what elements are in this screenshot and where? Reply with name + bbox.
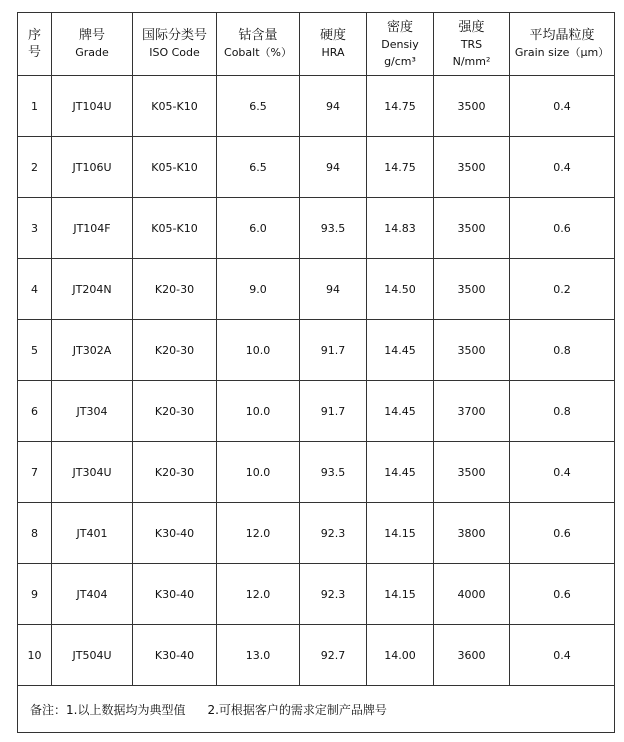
cell-strength: 3500 <box>434 320 510 381</box>
header-grain-size-zh: 平均晶粒度 <box>529 28 595 43</box>
table-row <box>18 259 615 320</box>
note-row <box>18 686 615 733</box>
cell-iso-code: K30-40 <box>133 503 217 564</box>
cell-index: 1 <box>18 76 52 137</box>
cell-grade: JT204N <box>52 259 133 320</box>
cell-grade: JT104U <box>52 76 133 137</box>
cell-iso-code: K30-40 <box>133 564 217 625</box>
cell-grain-size: 0.8 <box>510 320 615 381</box>
header-strength <box>434 13 510 76</box>
cell-iso-code: K05-K10 <box>133 198 217 259</box>
header-hardness-en: HRA <box>321 46 345 59</box>
cell-index: 3 <box>18 198 52 259</box>
cell-cobalt: 13.0 <box>217 625 300 686</box>
cell-strength: 3500 <box>434 259 510 320</box>
cell-cobalt: 6.0 <box>217 198 300 259</box>
table-footer <box>18 686 615 733</box>
header-grain-size-en: Grain size（μm） <box>514 46 610 59</box>
cell-hardness: 93.5 <box>300 198 367 259</box>
cell-hardness: 92.3 <box>300 503 367 564</box>
cell-cobalt: 6.5 <box>217 137 300 198</box>
cell-cobalt: 12.0 <box>217 564 300 625</box>
cell-iso-code: K20-30 <box>133 381 217 442</box>
carbide-grade-table-container <box>17 12 614 733</box>
cell-grain-size: 0.4 <box>510 137 615 198</box>
cell-grain-size: 0.6 <box>510 198 615 259</box>
header-strength-unit: N/mm² <box>452 54 491 68</box>
cell-cobalt: 6.5 <box>217 76 300 137</box>
note-part-1: 备注：1.以上数据均为典型值 <box>30 702 186 717</box>
cell-index: 6 <box>18 381 52 442</box>
table-row <box>18 381 615 442</box>
header-density-unit: g/cm³ <box>384 54 416 68</box>
note-cell <box>18 686 615 733</box>
cell-hardness: 91.7 <box>300 381 367 442</box>
header-hardness <box>300 13 367 76</box>
header-strength-en: TRS <box>460 37 483 51</box>
cell-hardness: 92.7 <box>300 625 367 686</box>
header-iso-code-zh: 国际分类号 <box>141 28 207 43</box>
cell-grade: JT304 <box>52 381 133 442</box>
cell-density: 14.75 <box>367 76 434 137</box>
header-row <box>18 13 615 76</box>
cell-iso-code: K05-K10 <box>133 76 217 137</box>
cell-iso-code: K20-30 <box>133 259 217 320</box>
cell-density: 14.83 <box>367 198 434 259</box>
cell-cobalt: 12.0 <box>217 503 300 564</box>
cell-grade: JT404 <box>52 564 133 625</box>
header-cobalt-en: Cobalt（%） <box>224 46 292 59</box>
cell-index: 7 <box>18 442 52 503</box>
cell-grain-size: 0.6 <box>510 564 615 625</box>
cell-hardness: 92.3 <box>300 564 367 625</box>
cell-strength: 3500 <box>434 442 510 503</box>
header-grade <box>52 13 133 76</box>
header-grain-size <box>510 13 615 76</box>
header-density-zh: 密度 <box>386 19 413 35</box>
cell-strength: 3500 <box>434 198 510 259</box>
cell-grade: JT304U <box>52 442 133 503</box>
cell-hardness: 91.7 <box>300 320 367 381</box>
cell-grade: JT504U <box>52 625 133 686</box>
cell-strength: 3500 <box>434 76 510 137</box>
header-density-en: Densiy <box>381 37 419 51</box>
cell-iso-code: K20-30 <box>133 442 217 503</box>
cell-strength: 3800 <box>434 503 510 564</box>
cell-hardness: 93.5 <box>300 442 367 503</box>
cell-index: 8 <box>18 503 52 564</box>
table-row <box>18 137 615 198</box>
cell-grain-size: 0.4 <box>510 625 615 686</box>
cell-cobalt: 10.0 <box>217 320 300 381</box>
cell-index: 10 <box>18 625 52 686</box>
carbide-grade-table <box>17 12 615 733</box>
table-row <box>18 198 615 259</box>
cell-hardness: 94 <box>300 76 367 137</box>
cell-density: 14.45 <box>367 442 434 503</box>
table-row <box>18 564 615 625</box>
cell-grain-size: 0.2 <box>510 259 615 320</box>
cell-grade: JT106U <box>52 137 133 198</box>
table-header <box>18 13 615 76</box>
table-row <box>18 442 615 503</box>
table-body <box>18 76 615 686</box>
cell-index: 2 <box>18 137 52 198</box>
cell-iso-code: K20-30 <box>133 320 217 381</box>
table-row <box>18 320 615 381</box>
cell-grade: JT302A <box>52 320 133 381</box>
cell-iso-code: K30-40 <box>133 625 217 686</box>
header-iso-code-en: ISO Code <box>149 46 200 59</box>
cell-grade: JT401 <box>52 503 133 564</box>
header-grade-en: Grade <box>75 46 109 59</box>
cell-grain-size: 0.4 <box>510 442 615 503</box>
header-index <box>18 13 52 76</box>
cell-strength: 4000 <box>434 564 510 625</box>
cell-cobalt: 10.0 <box>217 381 300 442</box>
cell-density: 14.50 <box>367 259 434 320</box>
cell-density: 14.15 <box>367 564 434 625</box>
header-density <box>367 13 434 76</box>
table-row <box>18 76 615 137</box>
cell-hardness: 94 <box>300 259 367 320</box>
cell-cobalt: 10.0 <box>217 442 300 503</box>
cell-grain-size: 0.8 <box>510 381 615 442</box>
header-grade-zh: 牌号 <box>78 28 105 43</box>
table-row <box>18 503 615 564</box>
cell-density: 14.45 <box>367 320 434 381</box>
table-row <box>18 625 615 686</box>
cell-hardness: 94 <box>300 137 367 198</box>
header-cobalt-zh: 钴含量 <box>238 28 278 43</box>
cell-index: 5 <box>18 320 52 381</box>
cell-strength: 3500 <box>434 137 510 198</box>
note-part-2: 2.可根据客户的需求定制产品牌号 <box>207 702 387 717</box>
header-hardness-zh: 硬度 <box>319 28 346 43</box>
cell-index: 4 <box>18 259 52 320</box>
cell-grade: JT104F <box>52 198 133 259</box>
cell-cobalt: 9.0 <box>217 259 300 320</box>
cell-grain-size: 0.4 <box>510 76 615 137</box>
header-index-zh: 序号 <box>27 28 41 60</box>
cell-strength: 3700 <box>434 381 510 442</box>
cell-density: 14.15 <box>367 503 434 564</box>
header-strength-zh: 强度 <box>458 19 485 35</box>
cell-index: 9 <box>18 564 52 625</box>
cell-iso-code: K05-K10 <box>133 137 217 198</box>
cell-grain-size: 0.6 <box>510 503 615 564</box>
cell-density: 14.00 <box>367 625 434 686</box>
cell-density: 14.75 <box>367 137 434 198</box>
cell-density: 14.45 <box>367 381 434 442</box>
header-cobalt <box>217 13 300 76</box>
header-iso-code <box>133 13 217 76</box>
cell-strength: 3600 <box>434 625 510 686</box>
